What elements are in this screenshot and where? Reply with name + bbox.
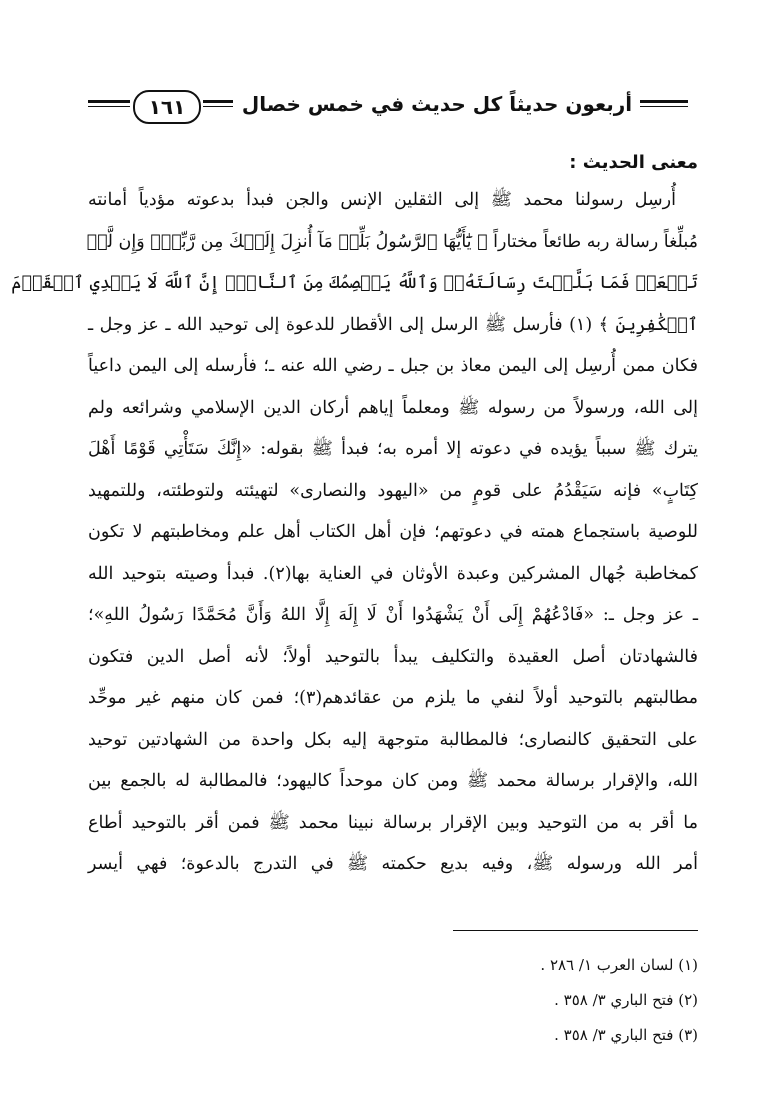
main-text	[11, 148, 699, 886]
text-line: ٱلۡكَٰفِرِينَ ﴾ (١) فأرسل ﷺ الرسل إلى الأقطار للدعوة إلى توحيد الله ـ عز وجل ـ	[88, 314, 698, 335]
text-line: مُبلِّغاً رسالة ربه طائعاً مختاراً ﴿ يَٰٓأَيُّهَا ٱلرَّسُولُ بَلِّغۡ مَآ أُنزِلَ إِلَيۡكَ مِن رَّبِّكَۖ وَإِن لَّمۡ	[86, 231, 698, 252]
text-line: فالشهادتان أصل العقيدة والتكليف يبدأ بالتوحيد أولاً؛ لأنه أصل الدين فتكون	[88, 646, 698, 667]
text-line: مطالبتهم بالتوحيد أولاً لنفي ما يلزم من عقائدهم(٣)؛ فمن كان منهم غير موحِّد	[88, 688, 698, 708]
header-rule-right	[640, 100, 688, 107]
footnote-item: (٢) فتح الباري ٣/ ٣٥٨ .	[554, 991, 698, 1009]
footnote-divider	[453, 930, 698, 931]
section-heading: معنى الحديث :	[569, 152, 698, 173]
text-line: ما أقر به من التوحيد وبين الإقرار برسالة نبينا محمد ﷺ فمن أقر بالتوحيد أطاع	[88, 812, 698, 833]
text-line: فكان ممن أُرسِل إلى اليمن معاذ بن جبل ـ رضي الله عنه ـ؛ فأرسله إلى اليمن داعياً	[88, 356, 698, 376]
running-title: أربعون حديثاً كل حديث في خمس خصال	[241, 92, 633, 116]
page-header	[88, 88, 688, 128]
text-line: ـ عز وجل ـ: «فَادْعُهُمْ إِلَى أَنْ يَشْهَدُوا أَنْ لَا إِلَهَ إِلَّا اللهُ وَأَنَّ مُحَمَّدًا رَسُولُ اللهِ»؛	[88, 605, 698, 625]
text-line: أُرسِل رسولنا محمد ﷺ إلى الثقلين الإنس والجن فبدأ بدعوته مؤدياً أمانته	[88, 190, 676, 210]
text-line: تَفۡعَلۡ فَمَا بَلَّغۡتَ رِسَالَتَهُۥۚ وَٱللَّهُ يَعۡصِمُكَ مِنَ ٱلنَّاسِۗ إِنَّ ٱللَّهَ لَا يَهۡدِي ٱلۡقَوۡمَ	[11, 273, 698, 293]
footnotes	[438, 948, 698, 1053]
text-line: كمخاطبة جُهال المشركين وعبدة الأوثان في العناية بها(٢). فبدأ وصيته بتوحيد الله	[88, 563, 699, 584]
text-line: أمر الله ورسوله ﷺ، وفيه بديع حكمته ﷺ في التدرج بالدعوة؛ فهي أيسر	[88, 854, 698, 874]
footnote-item: (٣) فتح الباري ٣/ ٣٥٨ .	[554, 1026, 698, 1044]
paragraph	[11, 180, 699, 886]
text-line: الله، والإقرار برسالة محمد ﷺ ومن كان موحداً كاليهود؛ فالمطالبة له بالجمع بين	[88, 771, 698, 791]
footnote-item: (١) لسان العرب ١/ ٢٨٦ .	[540, 956, 698, 974]
header-rule-left	[88, 100, 130, 107]
header-rule-middle	[203, 100, 233, 107]
text-line: إلى الله، ورسولاً من رسوله ﷺ ومعلماً إياهم أركان الدين الإسلامي وشرائعه ولم	[88, 397, 698, 418]
page-number: ١٦١	[133, 90, 201, 124]
text-line: يترك ﷺ سبباً يؤيده في دعوته إلا أمره به؛ فبدأ ﷺ بقوله: «إِنَّكَ سَتَأْتِي قَوْمًا أَهْلَ	[88, 439, 698, 459]
text-line: كِتَابٍ» فإنه سَيَقْدُمُ على قومٍ من «اليهود والنصارى» لتهيئته ولتوطئته، وللتمهيد	[88, 480, 698, 501]
text-line: على التحقيق كالنصارى؛ فالمطالبة متوجهة إليه بكل واحدة من الشهادتين توحيد	[88, 729, 698, 750]
text-line: للوصية باستجماع همته في دعوتهم؛ فإن أهل الكتاب أهل علم ومخاطبتهم لا تكون	[88, 522, 698, 542]
